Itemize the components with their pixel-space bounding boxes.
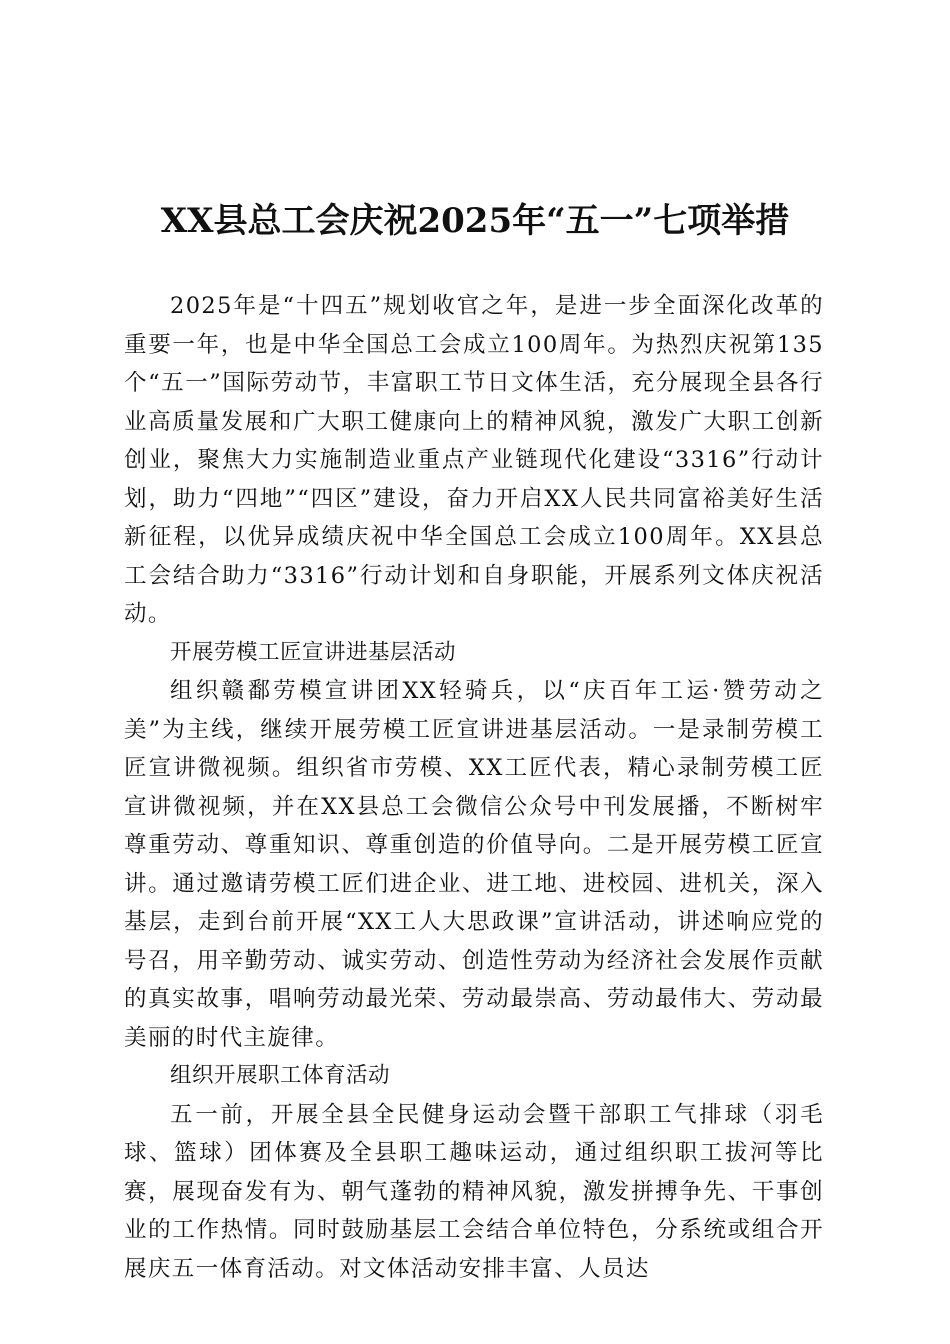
document-title: XX县总工会庆祝2025年“五一”七项举措 — [160, 201, 790, 241]
section-heading-sports-activities: 组织开展职工体育活动 — [170, 1063, 391, 1088]
section-paragraph-model-workers-lecture: 组织赣鄱劳模宣讲团XX轻骑兵，以“庆百年工运·赞劳动之美”为主线，继续开展劳模工匠宣讲进基层活动。一是录制劳模工匠宣讲微视频。组织省市劳模、XX工匠代表，精心录制劳模工匠宣讲微视频，并在XX县总工会微信公众号中刊发展播，不断树牢尊重劳动、尊重知识、尊重创造的价值导向。二是开展劳模工匠宣讲。通过邀请劳模工匠们进企业、进工地、进校园、进机关，深入基层，走到台前开展“XX工人大思政课”宣讲活动，讲述响应党的号召，用辛勤劳动、诚实劳动、创造性劳动为经济社会发展作贡献的真实故事，唱响劳动最光荣、劳动最崇高、劳动最伟大、劳动最美丽的时代主旋律。 — [124, 678, 824, 1051]
intro-paragraph: 2025年是“十四五”规划收官之年，是进一步全面深化改革的重要一年，也是中华全国总工会成立100周年。为热烈庆祝第135个“五一”国际劳动节，丰富职工节日文体生活，充分展现全县各行业高质量发展和广大职工健康向上的精神风貌，激发广大职工创新创业，聚焦大力实施制造业重点产业链现代化建设“3316”行动计划，助力“四地”“四区”建设，奋力开启XX人民共同富裕美好生活新征程，以优异成绩庆祝中华全国总工会成立100周年。XX县总工会结合助力“3316”行动计划和自身职能，开展系列文体庆祝活动。 — [124, 293, 824, 627]
section-heading-model-workers-lecture: 开展劳模工匠宣讲进基层活动 — [170, 639, 457, 665]
section-paragraph-sports-activities: 五一前，开展全县全民健身运动会暨干部职工气排球（羽毛球、篮球）团体赛及全县职工趣味运动，通过组织职工拔河等比赛，展现奋发有为、朝气蓬勃的精神风貌，激发拼搏争先、干事创业的工作热情。同时鼓励基层工会结合单位特色，分系统或组合开展庆五一体育活动。对文体活动安排丰富、人员达 — [124, 1101, 824, 1282]
document-body — [124, 287, 824, 1288]
